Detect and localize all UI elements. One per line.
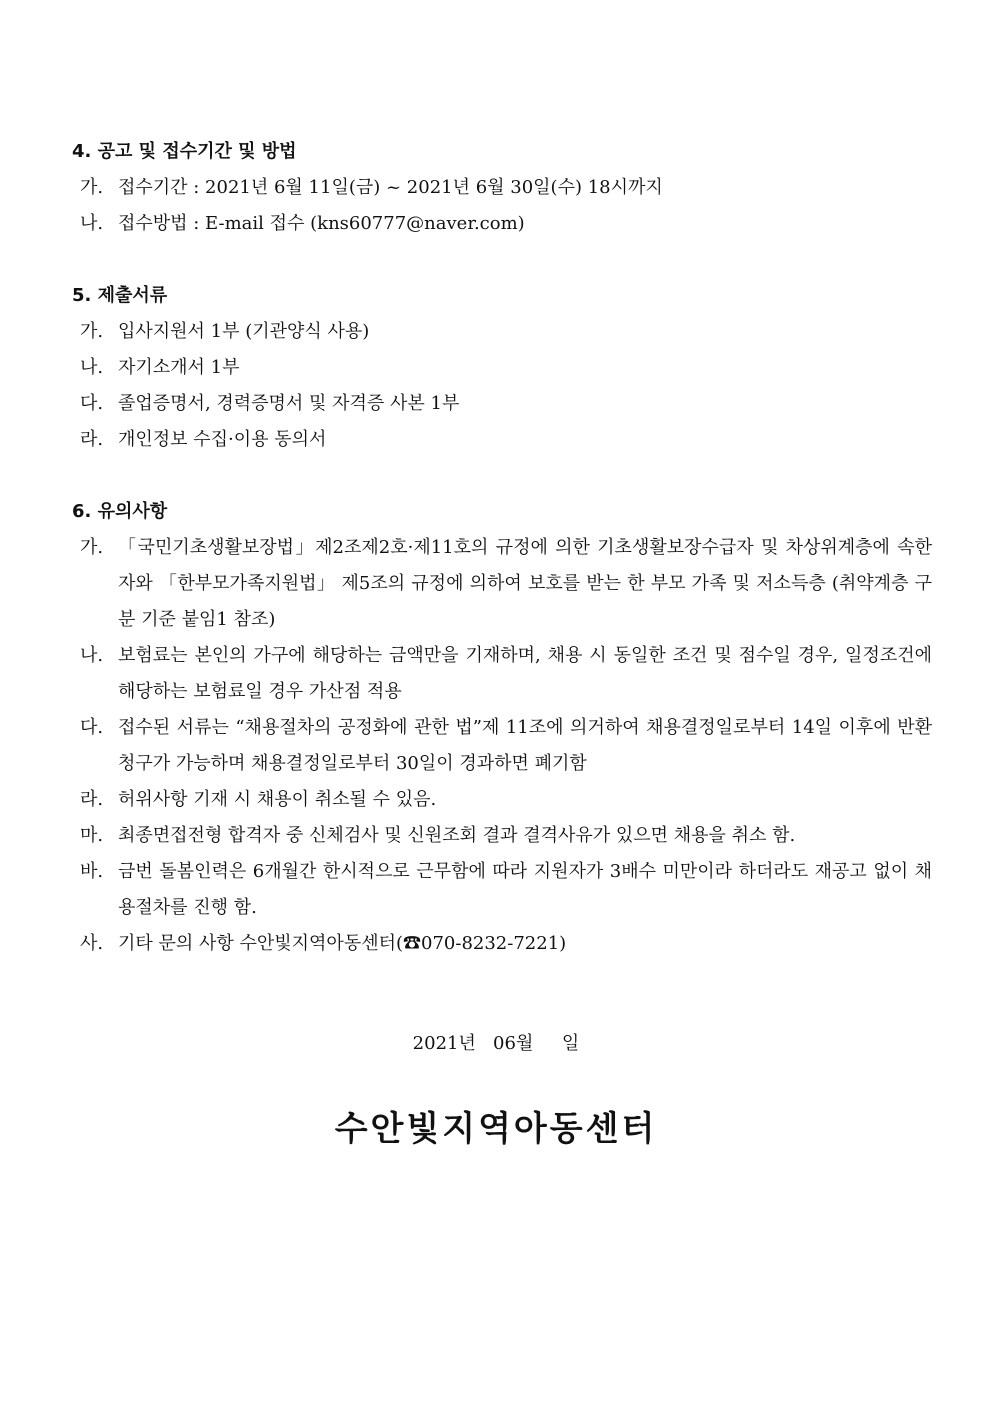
list-text: 기타 문의 사항 수안빛지역아동센터(☎070-8232-7221) bbox=[118, 933, 567, 954]
list-item bbox=[72, 170, 932, 206]
list-marker: 사. bbox=[80, 933, 104, 954]
list-item bbox=[72, 926, 932, 962]
list-text: 접수방법 : E-mail 접수 (kns60777@naver.com) bbox=[118, 213, 525, 234]
list-text: 개인정보 수집·이용 동의서 bbox=[118, 429, 327, 450]
list-marker: 라. bbox=[80, 789, 104, 810]
list-text: 보험료는 본인의 가구에 해당하는 금액만을 기재하며, 채용 시 동일한 조건 및 점수일 경우, 일정조건에 해당하는 보험료일 경우 가산점 적용 bbox=[118, 645, 932, 702]
list-marker: 나. bbox=[80, 357, 104, 378]
section-heading: 6. 유의사항 bbox=[72, 501, 168, 522]
list-item bbox=[72, 386, 932, 422]
section-heading: 5. 제출서류 bbox=[72, 285, 168, 306]
list-marker: 다. bbox=[80, 393, 104, 414]
section-required-documents bbox=[72, 278, 932, 458]
list-text: 졸업증명서, 경력증명서 및 자격증 사본 1부 bbox=[118, 393, 460, 414]
organization-name: 수안빛지역아동센터 bbox=[334, 1109, 658, 1149]
list-marker: 바. bbox=[80, 861, 104, 882]
list-marker: 나. bbox=[80, 645, 104, 666]
list-text: 최종면접전형 합격자 중 신체검사 및 신원조회 결과 결격사유가 있으면 채용을 취소 함. bbox=[118, 825, 796, 846]
list-text: 금번 돌봄인력은 6개월간 한시적으로 근무함에 따라 지원자가 3배수 미만이라 하더라도 재공고 없이 채용절차를 진행 함. bbox=[118, 861, 932, 918]
list-item bbox=[72, 782, 932, 818]
list-marker: 가. bbox=[80, 537, 104, 558]
list-text: 「국민기초생활보장법」제2조제2호·제11호의 규정에 의한 기초생활보장수급자 및 차상위계층에 속한자와 「한부모가족지원법」 제5조의 규정에 의하여 보호를 받는 한 부모 가족 및 저소득층 (취약계층 구분 기준 붙임1 참조) bbox=[118, 537, 932, 630]
section-heading: 4. 공고 및 접수기간 및 방법 bbox=[72, 141, 297, 162]
list-text: 접수된 서류는 “채용절차의 공정화에 관한 법”제 11조에 의거하여 채용결정일로부터 14일 이후에 반환청구가 가능하며 채용결정일로부터 30일이 경과하면 폐기함 bbox=[118, 717, 932, 774]
list-marker: 다. bbox=[80, 717, 104, 738]
section-notes bbox=[72, 494, 932, 962]
list-marker: 가. bbox=[80, 321, 104, 342]
list-item bbox=[72, 710, 932, 782]
list-marker: 가. bbox=[80, 177, 104, 198]
list-item bbox=[72, 638, 932, 710]
list-item bbox=[72, 350, 932, 386]
list-item bbox=[72, 530, 932, 638]
list-text: 자기소개서 1부 bbox=[118, 357, 240, 378]
list-item bbox=[72, 818, 932, 854]
list-marker: 나. bbox=[80, 213, 104, 234]
list-item bbox=[72, 206, 932, 242]
list-text: 입사지원서 1부 (기관양식 사용) bbox=[118, 321, 370, 342]
document-date: 2021년 06월 일 bbox=[412, 1033, 580, 1054]
list-text: 허위사항 기재 시 채용이 취소될 수 있음. bbox=[118, 789, 437, 810]
section-application-period bbox=[72, 134, 932, 242]
list-item bbox=[72, 854, 932, 926]
list-item bbox=[72, 314, 932, 350]
list-text: 접수기간 : 2021년 6월 11일(금) ~ 2021년 6월 30일(수) 18시까지 bbox=[118, 177, 663, 198]
list-marker: 마. bbox=[80, 825, 104, 846]
list-marker: 라. bbox=[80, 429, 104, 450]
list-item bbox=[72, 422, 932, 458]
